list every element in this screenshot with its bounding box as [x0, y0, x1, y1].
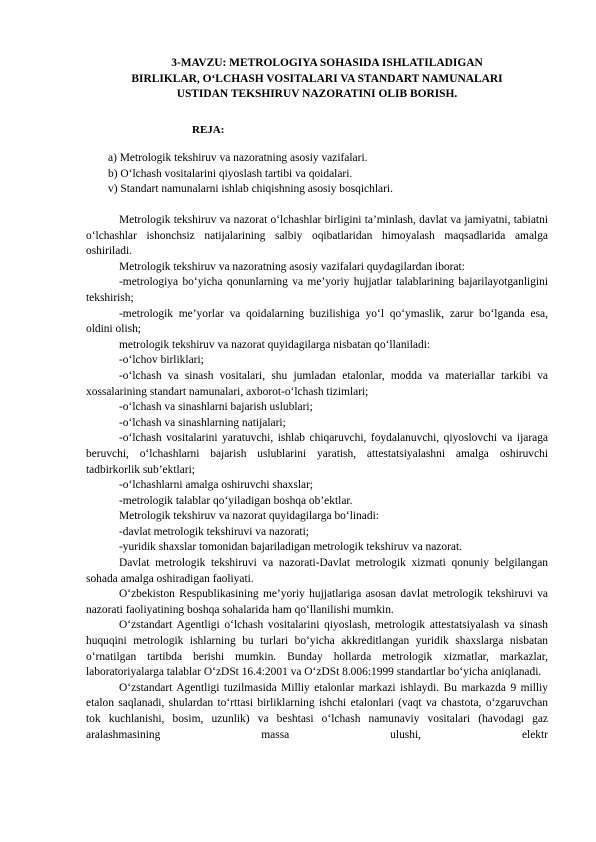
title-line-1: 3-MAVZU: METROLOGIYA SOHASIDA ISHLATILADIGAN	[171, 57, 483, 69]
paragraph: O‘zstandart Agentligi tuzilmasida Milliy etalonlar markazi ishlaydi. Bu markazda 9 milliy etalon saqlanadi, shulardan to‘rttasi birliklarning ishchi etalonlari (vaqt va chastota, o‘zgaruvchan tok kuchlanishi, bosim, uzunlik) va beshtasi o‘lchash namunaviy vositalari (havodagi gaz aralashmasining massa ulushi, elektr	[86, 681, 548, 741]
plan-item: b) O‘lchash vositalarini qiyoslash tartibi va qoidalari.	[108, 167, 353, 180]
paragraph: -o‘lchov birliklari;	[119, 354, 204, 367]
plan-heading: REJA:	[192, 124, 225, 136]
paragraph: -metrologiya bo‘yicha qonunlarning va me’yoriy hujjatlar talablarining bajarilayotganligini tekshirish;	[86, 276, 548, 304]
paragraph: -o‘lchashlarni amalga oshiruvchi shaxslar;	[119, 479, 314, 492]
paragraph: Metrologik tekshiruv va nazorat o‘lchashlar birligini ta’minlash, davlat va jamiyatni, tabiatni o‘lchashlar ishonchsiz natijalarining salbiy oqibatlaridan himoyalash maqsadlarida amalga oshiriladi.	[86, 214, 548, 258]
paragraph: O‘zbekiston Respublikasining me’yoriy hujjatlariga asosan davlat metrologik tekshiruvi va nazorati faoliyatining boshqa sohalarida ham qo‘llanilishi mumkin.	[86, 588, 548, 616]
plan-item: v) Standart namunalarni ishlab chiqishning asosiy bosqichlari.	[108, 183, 393, 196]
paragraph: O‘zstandart Agentligi o‘lchash vositalarini qiyoslash, metrologik attestatsiyalash va sinash huquqini metrologik ishlarning bu turlari bo‘yicha akkreditlangan yuridik shaxslarga nisbatan o‘rnatilgan tartibda berishi mumkin. Bunday hollarda metrologik xizmatlar, markazlar, laboratoriyalarga talablar O‘zDSt 16.4:2001 va O‘zDSt 8.006:1999 standartlar bo‘yicha aniqlanadi.	[86, 619, 548, 679]
paragraph: Davlat metrologik tekshiruvi va nazorati-Davlat metrologik xizmati qonuniy belgilangan sohada amalga oshiradigan faoliyati.	[86, 557, 548, 585]
plan-item: a) Metrologik tekshiruv va nazoratning asosiy vazifalari.	[108, 152, 368, 164]
paragraph: -yuridik shaxslar tomonidan bajariladigan metrologik tekshiruv va nazorat.	[119, 541, 463, 554]
paragraph: metrologik tekshiruv va nazorat quyidagilarga nisbatan qo‘llaniladi:	[119, 338, 431, 351]
paragraph: Metrologik tekshiruv va nazoratning asosiy vazifalari quydagilardan iborat:	[119, 260, 465, 273]
paragraph: Metrologik tekshiruv va nazorat quyidagilarga bo‘linadi:	[119, 510, 379, 523]
paragraph: -o‘lchash va sinashlarni bajarish uslublari;	[119, 401, 313, 414]
paragraph: -davlat metrologik tekshiruvi va nazorati;	[119, 525, 309, 538]
document-body	[86, 213, 548, 743]
paragraph: -metrologik me’yorlar va qoidalarning buzilishiga yo‘l qo‘ymaslik, zarur bo‘lganda esa, oldini olish;	[86, 307, 548, 336]
paragraph: -o‘lchash vositalarini yaratuvchi, ishlab chiqaruvchi, foydalanuvchi, qiyoslovchi va ijaraga beruvchi, o‘lchashlarni bajarish uslublarini yaratish, attestatsiyalashni amalga oshiruvchi tadbirkorlik sub’ektlari;	[86, 432, 548, 476]
title-line-2: BIRLIKLAR, O‘LCHASH VOSITALARI VA STANDART NAMUNALARI	[131, 72, 503, 85]
paragraph: -o‘lchash va sinashlarning natijalari;	[119, 416, 286, 429]
paragraph: -o‘lchash va sinash vositalari, shu jumladan etalonlar, modda va materiallar tarkibi va xossalarining standart namunalari, axborot-o‘lchash tizimlari;	[86, 369, 548, 398]
title-line-3: USTIDAN TEKSHIRUV NAZORATINI OLIB BORISH.	[176, 88, 458, 101]
document-title	[86, 56, 548, 103]
plan-list	[108, 151, 393, 198]
paragraph: -metrologik talablar qo‘yiladigan boshqa ob’ektlar.	[119, 494, 353, 507]
